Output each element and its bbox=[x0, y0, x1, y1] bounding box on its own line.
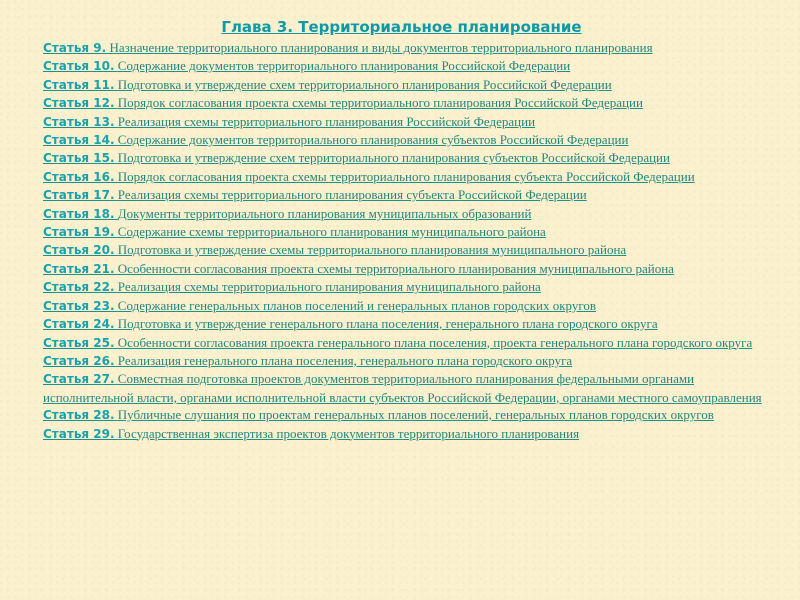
article-title: Назначение территориального планирования и виды документов территориального планирования bbox=[109, 40, 653, 55]
article-number: Статья 20. bbox=[43, 243, 115, 258]
article-link[interactable] bbox=[43, 223, 773, 241]
article-title: Подготовка и утверждение схем территориального планирования Российской Федерации bbox=[117, 76, 612, 92]
article-number: Статья 27. bbox=[43, 372, 115, 387]
article-number: Статья 16. bbox=[43, 169, 115, 184]
article-link[interactable] bbox=[43, 370, 773, 406]
article-title: Реализация схемы территориального планирования Российской Федерации bbox=[117, 113, 536, 129]
article-link[interactable] bbox=[43, 334, 773, 352]
article-link[interactable] bbox=[43, 39, 773, 57]
article-link[interactable] bbox=[43, 425, 773, 443]
article-title: Публичные слушания по проектам генеральных планов поселений, генеральных планов городских округов bbox=[117, 407, 714, 423]
article-link[interactable] bbox=[43, 186, 773, 204]
article-number: Статья 21. bbox=[43, 261, 115, 276]
article-link[interactable] bbox=[43, 205, 773, 223]
article-title: Содержание генеральных планов поселений и генеральных планов городских округов bbox=[117, 297, 596, 313]
article-link[interactable] bbox=[43, 352, 773, 370]
article-title: Совместная подготовка проектов документов территориального планирования федеральными органами исполнительной власти, органами исполнительной власти субъектов Российской Федерации, органами местного самоуправления bbox=[43, 371, 762, 405]
article-title: Содержание схемы территориального планирования муниципального района bbox=[117, 224, 546, 240]
article-link[interactable] bbox=[43, 149, 773, 167]
article-number: Статья 10. bbox=[43, 59, 115, 74]
article-number: Статья 24. bbox=[43, 317, 115, 332]
article-number: Статья 29. bbox=[43, 426, 115, 441]
article-title: Подготовка и утверждение генерального плана поселения, генерального плана городского округа bbox=[117, 316, 658, 332]
article-number: Статья 11. bbox=[43, 77, 115, 92]
article-number: Статья 18. bbox=[43, 206, 115, 221]
article-title: Порядок согласования проекта схемы территориального планирования Российской Федерации bbox=[117, 95, 643, 111]
article-number: Статья 12. bbox=[43, 96, 115, 111]
article-link[interactable] bbox=[43, 278, 773, 296]
article-number: Статья 23. bbox=[43, 298, 115, 313]
article-title: Государственная экспертиза проектов документов территориального планирования bbox=[117, 425, 580, 441]
article-link[interactable] bbox=[43, 241, 773, 259]
article-link[interactable] bbox=[43, 131, 773, 149]
article-number: Статья 15. bbox=[43, 151, 115, 166]
article-title: Подготовка и утверждение схем территориального планирования субъектов Российской Федерации bbox=[117, 150, 670, 166]
article-title: Содержание документов территориального планирования субъектов Российской Федерации bbox=[117, 132, 629, 148]
article-link[interactable] bbox=[43, 406, 773, 424]
article-link[interactable] bbox=[43, 297, 773, 315]
article-title: Реализация генерального плана поселения, генерального плана городского округа bbox=[117, 352, 573, 368]
article-number: Статья 14. bbox=[43, 133, 115, 148]
article-link[interactable] bbox=[43, 94, 773, 112]
article-title: Реализация схемы территориального планирования субъекта Российской Федерации bbox=[117, 187, 587, 203]
article-number: Статья 28. bbox=[43, 408, 115, 423]
article-number: Статья 9. bbox=[43, 41, 107, 55]
article-number: Статья 25. bbox=[43, 335, 115, 350]
article-list bbox=[43, 39, 773, 443]
article-title: Подготовка и утверждение схемы территориального планирования муниципального района bbox=[117, 242, 627, 258]
article-title: Особенности согласования проекта схемы территориального планирования муниципального района bbox=[117, 260, 674, 276]
article-link[interactable] bbox=[43, 260, 773, 278]
article-number: Статья 13. bbox=[43, 114, 115, 129]
article-link[interactable] bbox=[43, 76, 773, 94]
article-link[interactable] bbox=[43, 315, 773, 333]
article-number: Статья 22. bbox=[43, 280, 115, 295]
article-number: Статья 19. bbox=[43, 225, 115, 240]
article-title: Документы территориального планирования муниципальных образований bbox=[117, 205, 532, 221]
article-link[interactable] bbox=[43, 113, 773, 131]
article-title: Содержание документов территориального планирования Российской Федерации bbox=[117, 58, 571, 74]
article-number: Статья 17. bbox=[43, 188, 115, 203]
article-title: Особенности согласования проекта генерального плана поселения, проекта генерального плана городского округа bbox=[117, 334, 753, 350]
chapter-title-link[interactable]: Глава 3. Территориальное планирование bbox=[221, 18, 582, 36]
article-link[interactable] bbox=[43, 57, 773, 75]
article-link[interactable] bbox=[43, 168, 773, 186]
article-title: Реализация схемы территориального планирования муниципального района bbox=[117, 279, 541, 295]
article-title: Порядок согласования проекта схемы территориального планирования субъекта Российской Федерации bbox=[117, 168, 695, 184]
article-number: Статья 26. bbox=[43, 353, 115, 368]
